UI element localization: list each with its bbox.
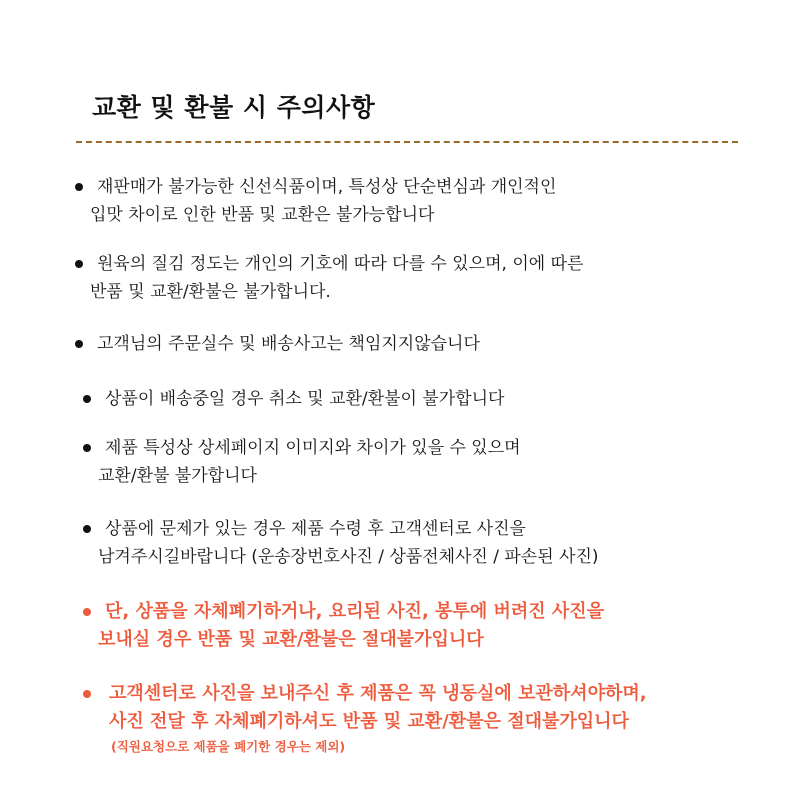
page-title: 교환 및 환불 시 주의사항 xyxy=(92,93,376,122)
warning-line: 보내실 경우 반품 및 교환/환불은 절대불가입니다 xyxy=(98,629,484,650)
warning-line: 고객센터로 사진을 보내주신 후 제품은 꼭 냉동실에 보관하셔야하며, xyxy=(109,683,647,704)
notice-item-3 xyxy=(75,330,480,358)
warning-line: 사진 전달 후 자체폐기하셔도 반품 및 교환/환불은 절대불가입니다 xyxy=(109,711,629,732)
bullet-icon xyxy=(75,340,83,348)
warning-item-1 xyxy=(83,598,604,654)
notice-item-6 xyxy=(83,515,599,571)
notice-line: 입맛 차이로 인한 반품 및 교환은 불가능합니다 xyxy=(90,205,435,225)
bullet-icon xyxy=(83,690,91,698)
notice-item-4 xyxy=(83,385,504,413)
notice-line: 교환/환불 불가합니다 xyxy=(98,466,257,486)
bullet-icon xyxy=(83,525,91,533)
notice-item-5 xyxy=(83,434,521,490)
notice-line: 재판매가 불가능한 신선식품이며, 특성상 단순변심과 개인적인 xyxy=(97,177,557,197)
bullet-icon xyxy=(83,608,91,616)
notice-line: 반품 및 교환/환불은 불가합니다. xyxy=(90,282,331,302)
notice-line: 상품이 배송중일 경우 취소 및 교환/환불이 불가합니다 xyxy=(105,389,505,409)
warning-footnote: (직원요청으로 제품을 폐기한 경우는 제외) xyxy=(111,739,346,754)
dashed-divider xyxy=(76,141,738,143)
notice-item-1 xyxy=(75,173,556,229)
notice-line: 고객님의 주문실수 및 배송사고는 책임지지않습니다 xyxy=(97,334,480,354)
notice-line: 제품 특성상 상세페이지 이미지와 차이가 있을 수 있으며 xyxy=(105,438,521,458)
warning-item-2 xyxy=(83,680,647,758)
warning-line: 단, 상품을 자체폐기하거나, 요리된 사진, 봉투에 버려진 사진을 xyxy=(105,601,605,622)
notice-line: 남겨주시길바랍니다 (운송장번호사진 / 상품전체사진 / 파손된 사진) xyxy=(98,547,599,567)
notice-item-2 xyxy=(75,250,583,306)
bullet-icon xyxy=(83,395,91,403)
notice-line: 상품에 문제가 있는 경우 제품 수령 후 고객센터로 사진을 xyxy=(105,519,526,539)
notice-line: 원육의 질김 정도는 개인의 기호에 따라 다를 수 있으며, 이에 따른 xyxy=(97,254,584,274)
bullet-icon xyxy=(83,444,91,452)
bullet-icon xyxy=(75,260,83,268)
bullet-icon xyxy=(75,183,83,191)
